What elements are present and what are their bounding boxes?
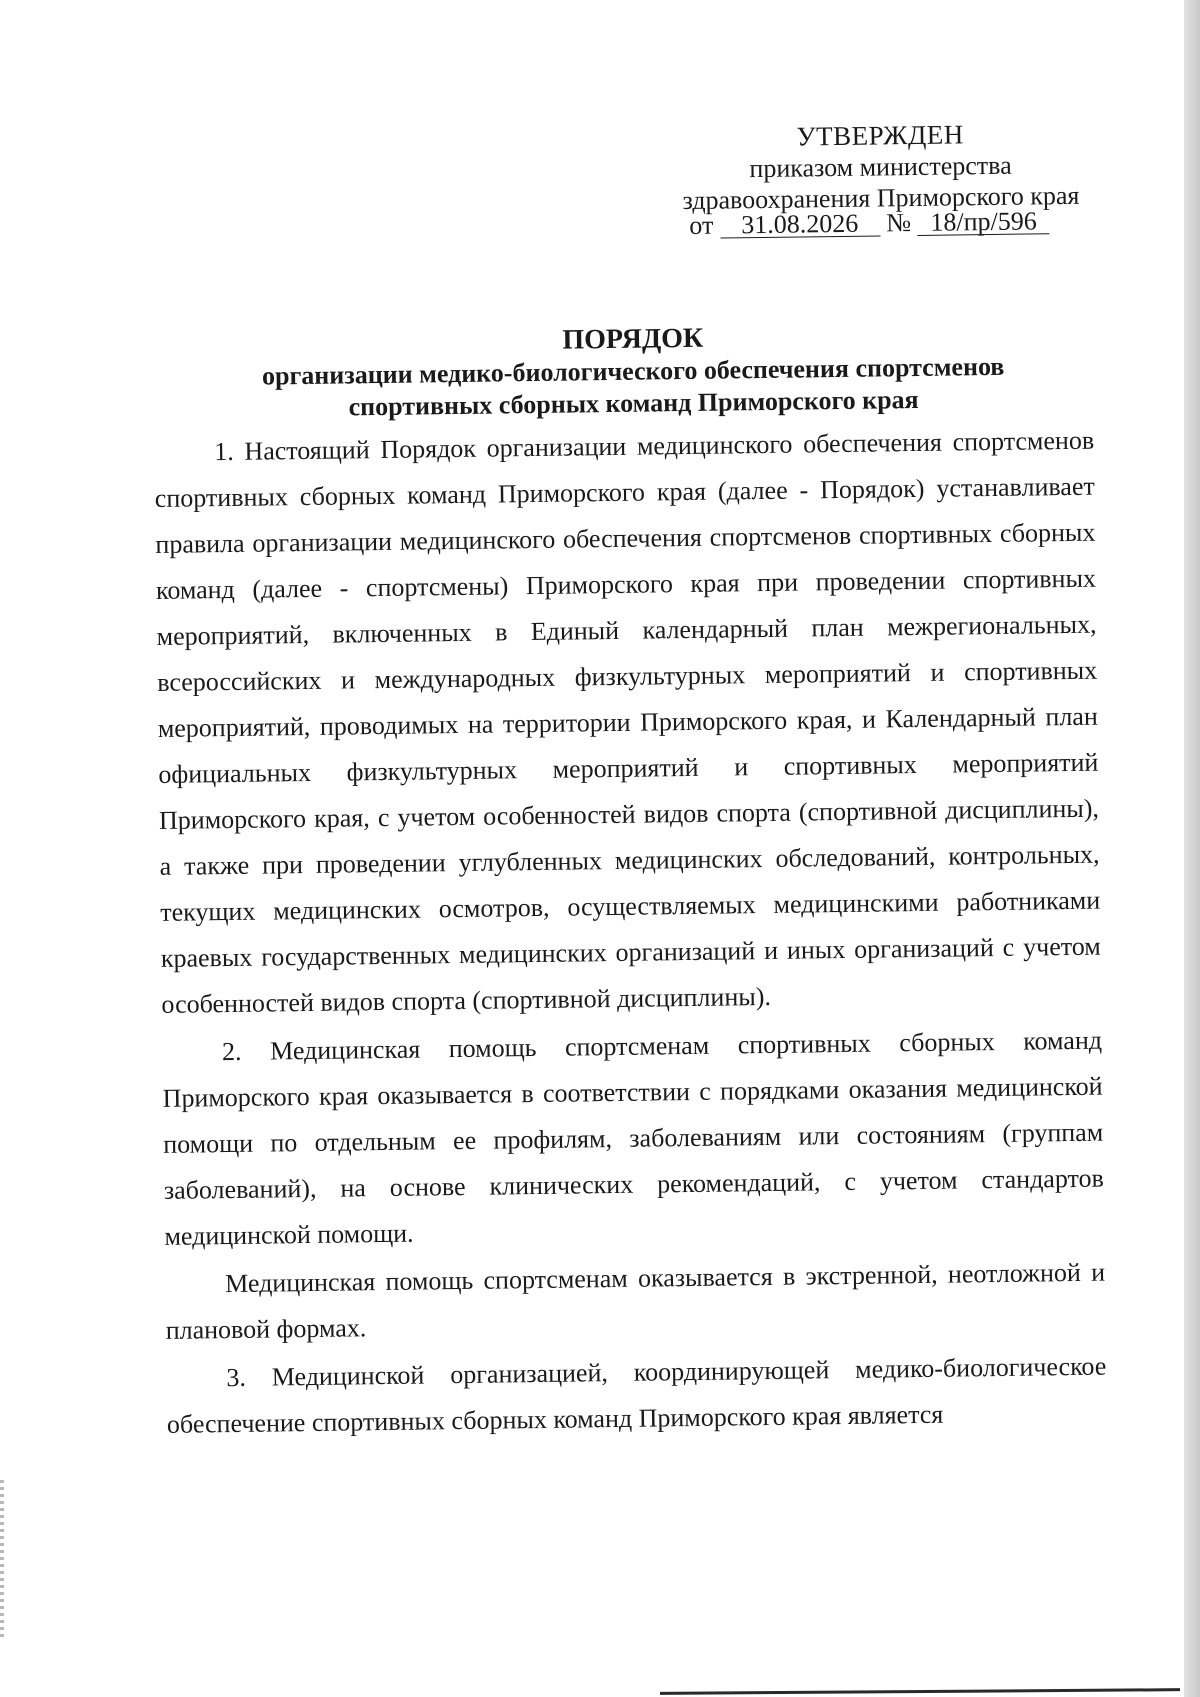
paragraph-2-continued: Медицинская помощь спортсменам оказывается в экстренной, неотложной и плановой формах.: [165, 1257, 1106, 1345]
approval-ministry-line: здравоохранения Приморского края: [682, 180, 1080, 216]
document-heading: [153, 317, 1114, 426]
order-number: 18/пр/596: [917, 209, 1049, 236]
scan-artifact: [0, 1480, 4, 1640]
scan-edge-line: [660, 1688, 1180, 1695]
paragraph-1: 1. Настоящий Порядок организации медицинского обеспечения спортсменов спортивных сборных команд Приморского края (далее - Порядок) устанавливает правила организации медицинского обеспечения спортсменов спортивных сборных команд (далее - спортсмены) Приморского края при проведении спортивных мероприятий, включенных в Единый календарный план межрегиональных, всероссийских и международных физкультурных мероприятий и спортивных мероприятий, проводимых на территории Приморского края, и Календарный план официальных физкультурных мероприятий и спортивных мероприятий Приморского края, с учетом особенностей видов спорта (спортивной дисциплины), а также при проведении углубленных медицинских обследований, контрольных, текущих медицинских осмотров, осуществляемых медицинскими работниками краевых государственных медицинских организаций и иных организаций с учетом особенностей видов спорта (спортивной дисциплины).: [154, 425, 1101, 1019]
document-subtitle-line-1: организации медико-биологического обеспечения спортсменов: [261, 351, 1005, 391]
approval-title: УТВЕРЖДЕН: [796, 119, 964, 152]
order-date-number-line: [661, 205, 1101, 242]
document-body: [154, 418, 1107, 1450]
date-prefix: от: [689, 210, 714, 240]
paragraph-3: 3. Медицинской организацией, координирующей медико-биологическое обеспечение спортивных сборных команд Приморского края является: [166, 1351, 1107, 1439]
approval-stamp-block: [660, 118, 1102, 242]
approval-issuer-line: приказом министерства: [749, 150, 1012, 184]
paragraph-2: 2. Медицинская помощь спортсменам спортивных сборных команд Приморского края оказывается в соответствии с порядками оказания медицинской помощи по отдельным ее профилям, заболеваниям или состояниям (группам заболеваний), на основе клинических рекомендаций, с учетом стандартов медицинской помощи.: [162, 1025, 1104, 1251]
document-title: ПОРЯДОК: [562, 322, 704, 356]
scan-edge-shadow: [1184, 0, 1200, 1697]
order-date: 31.08.2026: [720, 211, 880, 238]
document-page: [150, 117, 1110, 1439]
document-subtitle-line-2: спортивных сборных команд Приморского края: [348, 384, 919, 422]
number-prefix: №: [886, 208, 912, 238]
